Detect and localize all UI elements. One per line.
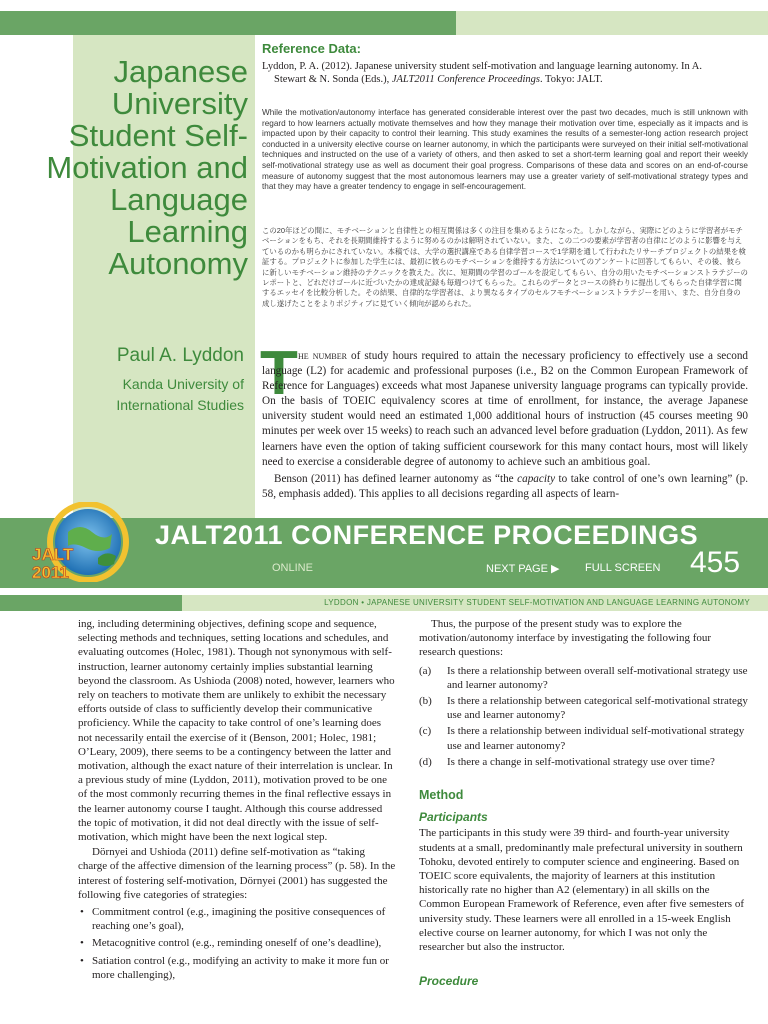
question-text: Is there a relationship between categorical self-motivational strategy use and learner autonomy? [447, 695, 748, 722]
list-item: • Satiation control (e.g., modifying an activity to make it more fun or more challenging), [78, 954, 396, 982]
citation-source: JALT2011 Conference Proceedings [391, 74, 540, 85]
logo-text-jalt: JALT [32, 545, 74, 564]
body-paragraph [262, 349, 748, 470]
list-item: • Metacognitive control (e.g., reminding oneself of one’s deadline), [78, 936, 396, 950]
question-text: Is there a change in self-motivational strategy use over time? [447, 755, 715, 768]
author-affiliation: Kanda University of International Studies [116, 376, 244, 413]
drop-cap: T [260, 339, 298, 408]
next-page-link[interactable]: NEXT PAGE ▶ [486, 563, 560, 575]
paragraph-text: Benson (2011) has defined learner autonomy as “the [274, 472, 518, 485]
abstract-japanese: この20年ほどの間に、モチベーションと自律性との相互関係は多くの注目を集めるようになった。しかしながら、実際にどのように学習者がモチベーションをもち、それを長期間維持するように努めるのかは解明されていない。また、この二つの要素が学習者の自律にどのように影響を与えているのかも明らかにされていない。本稿では、大学の選択講座である自律学習コースで1学期を通して行われたリサーチプロジェクトの結果を検証する。プロジェクトに参加した学生には、最初に彼らのモチベーションを維持する方法についてのアンケートに回答してもらい、その後、彼らに新しいモチベーション維持のテクニックを教えた。次に、短期間の学習のゴールを設定してもらい、自分の用いたモチベーションストラテジーのレポートと、どれだけゴールに近づいたかの達成記録も毎週つけてもらった。これらのデータとコースの終わりに提出してもらった自律学習に関するエッセイを比較分析した。その結果、自律的な学習者は、より異なるタイプのセルフモチベーションストラテジーを用い、また、自分自身の成し遂げたことをよりポジティブに見ていく傾向が認められた。 [262, 226, 748, 308]
running-head: LYDDON • JAPANESE UNIVERSITY STUDENT SELF-MOTIVATION AND LANGUAGE LEARNING AUTONOMY [324, 598, 750, 607]
research-questions [419, 664, 749, 769]
section-heading-method: Method [419, 788, 464, 803]
subsection-heading-procedure: Procedure [419, 974, 479, 989]
jalt-logo [28, 502, 132, 582]
list-item [419, 664, 749, 692]
small-caps-lead: he number [298, 350, 347, 362]
strategy-list [78, 905, 396, 982]
online-label: ONLINE [272, 562, 313, 574]
emphasis-text: capacity [517, 472, 556, 485]
running-head-bar [0, 595, 182, 611]
citation-editors: Stewart & N. Sonda (Eds.), [274, 74, 392, 85]
question-text: Is there a relationship between individual self-motivational strategy use and learner autonomy? [447, 725, 745, 752]
body-paragraph: ing, including determining objectives, defining scope and sequence, selecting methods and techniques, setting locations and schedules, and evaluating outcomes (Holec, 1981). Though not synonymous with self-instruction, learner autonomy certainly implies substantial learning beyond the classroom. As Ushioda (2008) noted, however, learners who rely on teachers to motivate them are unlikely to exhibit the necessary efforts outside of class to sufficiently develop their communicative proficiency. While the capacity to take control of one’s learning does not necessarily entail the exercise of it (Benson, 2001; Holec, 1981; O’Leary, 2009), there seems to be a contingency between the latter and motivation, although the exact nature of their interrelation is unclear. In a previous study of mine (Lyddon, 2011), motivation proved to be one of the most commonly recurring themes in the final reflective essays in the learner autonomy course I taught. Although this course addressed the topic of motivation, it did not deal directly with the issue of self-motivation, which might have been the next logical step. [78, 618, 395, 844]
question-letter: (c) [419, 725, 432, 738]
paragraph-text: of study hours required to attain the necessary proficiency to effectively use a second language (L2) for academic and professional purposes (i.e., B2 on the Common European Framework of Reference for Languages) exceeds what most Japanese university language programs can typically provide. On the basis of TOEIC equivalency scores at time of enrollment, for instance, the average Japanese university student would need an estimated 1,000 additional hours of instruction (45 courses meeting 90 minutes per week over 15 weeks) to reach such an advanced level before graduation (Lyddon, 2011). As few learners have even the option of taking sufficient coursework for this many contact hours, most will likely need to exercise a considerable degree of autonomy to achieve such an ambitious goal. [262, 350, 749, 468]
abstract-english: While the motivation/autonomy interface has generated considerable interest over the past two decades, much is still unknown with regard to how learners actually motivate themselves and how they manage their motivation over time, especially as it impacts and is impacted upon by their capacity to control their learning. This study examines the results of a semester-long action research project conducted in a university elective course on learner autonomy, in which the participants were surveyed on their initial self-motivational techniques and instructed on the use of a variety of others, and then asked to set a short-term learning goal and report their weekly self-motivational strategy use as well as document their goal progress. Comparisons of these data and scores on an end-of-course measure of autonomy suggest that the most autonomous learners may use a greater variety of self-motivational strategy types and that they may have a greater tendency to engage in self-encouragement. [262, 108, 748, 192]
header-bar-light [456, 11, 768, 35]
page-number: 455 [690, 546, 741, 579]
body-paragraph: Thus, the purpose of the present study was to explore the motivation/autonomy interface by investigating the following four research questions: [419, 618, 712, 659]
list-item [419, 694, 749, 722]
subsection-heading-participants: Participants [419, 810, 488, 825]
full-screen-link[interactable]: FULL SCREEN [585, 562, 661, 574]
question-text: Is there a relationship between overall self-motivational strategy use and learner autonomy? [447, 664, 748, 691]
author-name: Paul A. Lyddon [116, 345, 244, 366]
question-letter: (a) [419, 664, 432, 677]
citation-line-2 [262, 73, 748, 86]
body-paragraph: The participants in this study were 39 third- and fourth-year university students at a small, predominantly male prefectural university in southern Tohoku, devoted entirely to computer science and engineering. Based on TOEIC score equivalents, the majority of learners at this institution historically rate no higher than A2 (elementary) in all skills on the Common European Framework of Reference, even after five semesters of university study. These learners were all enrolled in a 15-week English elective course on learner autonomy, for which I was not only the researcher but also the instructor. [419, 827, 744, 954]
header-bar [0, 11, 456, 35]
citation-publisher: . Tokyo: JALT. [539, 74, 603, 85]
list-item [419, 724, 749, 752]
list-item [419, 755, 749, 769]
question-letter: (b) [419, 695, 432, 708]
body-text [262, 349, 748, 502]
body-paragraph: Dörnyei and Ushioda (2011) define self-motivation as “taking charge of the affective dimension of the learning process” (p. 58). In the interest of fostering self-motivation, Dörnyei (2001) has suggested the following five categories of strategies: [78, 846, 396, 901]
body-paragraph [262, 472, 748, 502]
right-column [419, 617, 749, 988]
citation-line-1: Lyddon, P. A. (2012). Japanese university student self-motivation and language learning autonomy. In A. [262, 61, 702, 72]
left-column [78, 617, 396, 982]
question-letter: (d) [419, 755, 432, 768]
logo-text-year: 2011 [32, 563, 69, 582]
list-item: • Commitment control (e.g., imagining the positive consequences of reaching one’s goal), [78, 905, 396, 933]
page-gap [0, 588, 768, 595]
article-title: Japanese University Student Self-Motivation and Language Learning Autonomy [46, 54, 248, 281]
conference-title: JALT2011 CONFERENCE PROCEEDINGS [155, 520, 699, 550]
paragraph-text: to take control of one’s own learning” (p. 58, emphasis added). This applies to all decisions regarding all aspects of learn- [262, 472, 748, 500]
reference-citation [262, 60, 748, 86]
reference-heading: Reference Data: [262, 41, 361, 56]
